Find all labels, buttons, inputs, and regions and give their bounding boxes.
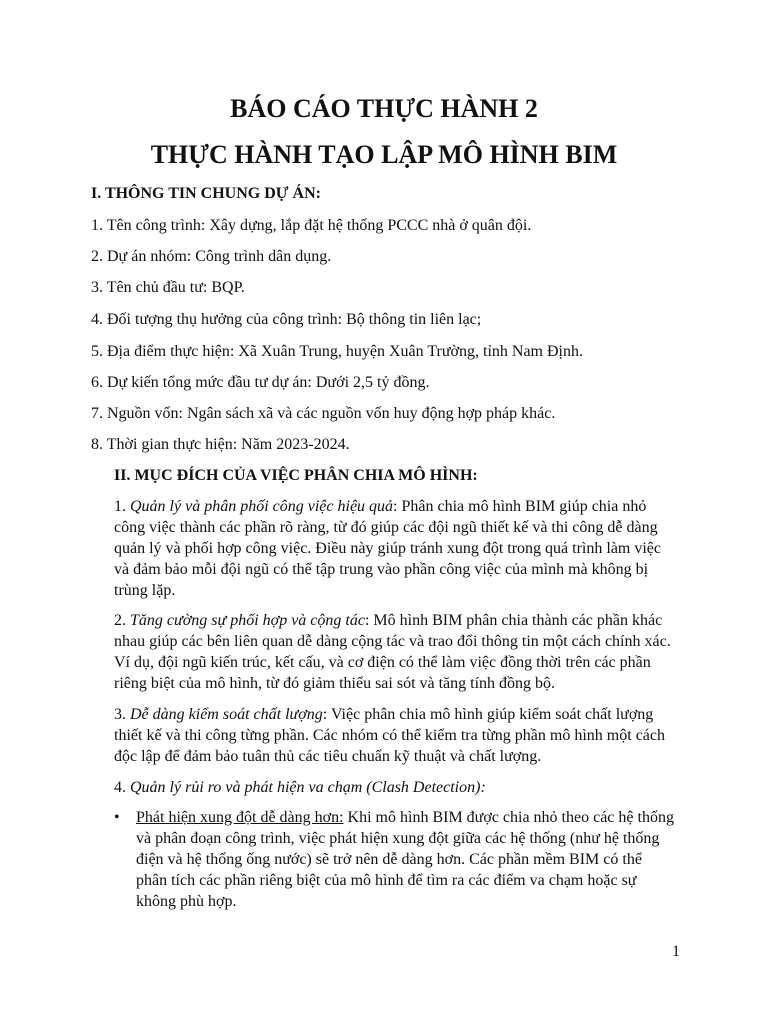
- info-item-4: 4. Đối tượng thụ hưởng của công trình: Bộ thông tin liên lạc;: [91, 311, 482, 328]
- purpose-point-3: [114, 704, 680, 767]
- section-2-heading: II. MỤC ĐÍCH CỦA VIỆC PHÂN CHIA MÔ HÌNH:: [114, 467, 478, 484]
- point-title: Dễ dàng kiểm soát chất lượng: [130, 706, 323, 723]
- info-item-7: 7. Nguồn vốn: Ngân sách xã và các nguồn vốn huy động hợp pháp khác.: [91, 405, 556, 422]
- point-title: Quản lý và phân phối công việc hiệu quả: [130, 498, 394, 515]
- bullet-body: Khi mô hình BIM được chia nhỏ theo các hệ thống và phân đoạn công trình, việc phát hiện xung đột giữa các hệ thống (như hệ thống điện và hệ thống ống nước) sẽ trở nên dễ dàng hơn. Các phần mềm BIM có thể phân tích các phần riêng biệt của mô hình để tìm ra các điểm va chạm hoặc sự không phù hợp.: [136, 809, 674, 910]
- report-title: BÁO CÁO THỰC HÀNH 2: [230, 94, 538, 123]
- point-number: 3.: [114, 706, 130, 723]
- point-title: Tăng cường sự phối hợp và cộng tác: [130, 612, 365, 629]
- point-body: : Phân chia mô hình BIM giúp chia nhỏ công việc thành các phần rõ ràng, từ đó giúp các đội ngũ thiết kế và thi công dễ dàng quản lý và phối hợp công việc. Điều này giúp tránh xung đột trong quá trình làm việc và đảm bảo mỗi đội ngũ có thể tập trung vào phần công việc của mình mà không bị trùng lặp.: [114, 498, 662, 599]
- point-number: 1.: [114, 498, 130, 515]
- purpose-point-2: [114, 610, 680, 694]
- purpose-point-4: [114, 777, 680, 798]
- point-body: : Mô hình BIM phân chia thành các phần khác nhau giúp các bên liên quan dễ dàng cộng tác và trao đổi thông tin một cách chính xác. Ví dụ, đội ngũ kiến trúc, kết cấu, và cơ điện có thể làm việc đồng thời trên các phần riêng biệt của mô hình, từ đó giảm thiểu sai sót và tăng tính đồng bộ.: [114, 612, 671, 692]
- section-1-heading: I. THÔNG TIN CHUNG DỰ ÁN:: [91, 185, 321, 202]
- info-item-3: 3. Tên chủ đầu tư: BQP.: [91, 279, 245, 296]
- purpose-point-1: [114, 496, 680, 601]
- info-item-8: 8. Thời gian thực hiện: Năm 2023-2024.: [91, 436, 350, 453]
- info-item-5: 5. Địa điểm thực hiện: Xã Xuân Trung, huyện Xuân Trường, tỉnh Nam Định.: [91, 343, 583, 360]
- point-number: 4.: [114, 779, 130, 796]
- point-number: 2.: [114, 612, 130, 629]
- bullet-marker: •: [114, 809, 120, 826]
- page-number: 1: [672, 943, 680, 960]
- report-subtitle: THỰC HÀNH TẠO LẬP MÔ HÌNH BIM: [150, 140, 618, 169]
- point-body: : Việc phân chia mô hình giúp kiểm soát chất lượng thiết kế và thi công từng phần. Các nhóm có thể kiểm tra từng phần mô hình một cách độc lập để đảm bảo tuân thủ các tiêu chuẩn kỹ thuật và chất lượng.: [114, 706, 665, 765]
- bullet-title: Phát hiện xung đột dễ dàng hơn:: [136, 809, 344, 826]
- info-item-6: 6. Dự kiến tổng mức đầu tư dự án: Dưới 2,5 tỷ đồng.: [91, 374, 430, 391]
- info-item-2: 2. Dự án nhóm: Công trình dân dụng.: [91, 248, 332, 265]
- bullet-text: [136, 807, 676, 912]
- point-title: Quản lý rủi ro và phát hiện va chạm (Clash Detection):: [130, 779, 486, 796]
- info-item-1: 1. Tên công trình: Xây dựng, lắp đặt hệ thống PCCC nhà ở quân đội.: [91, 217, 532, 234]
